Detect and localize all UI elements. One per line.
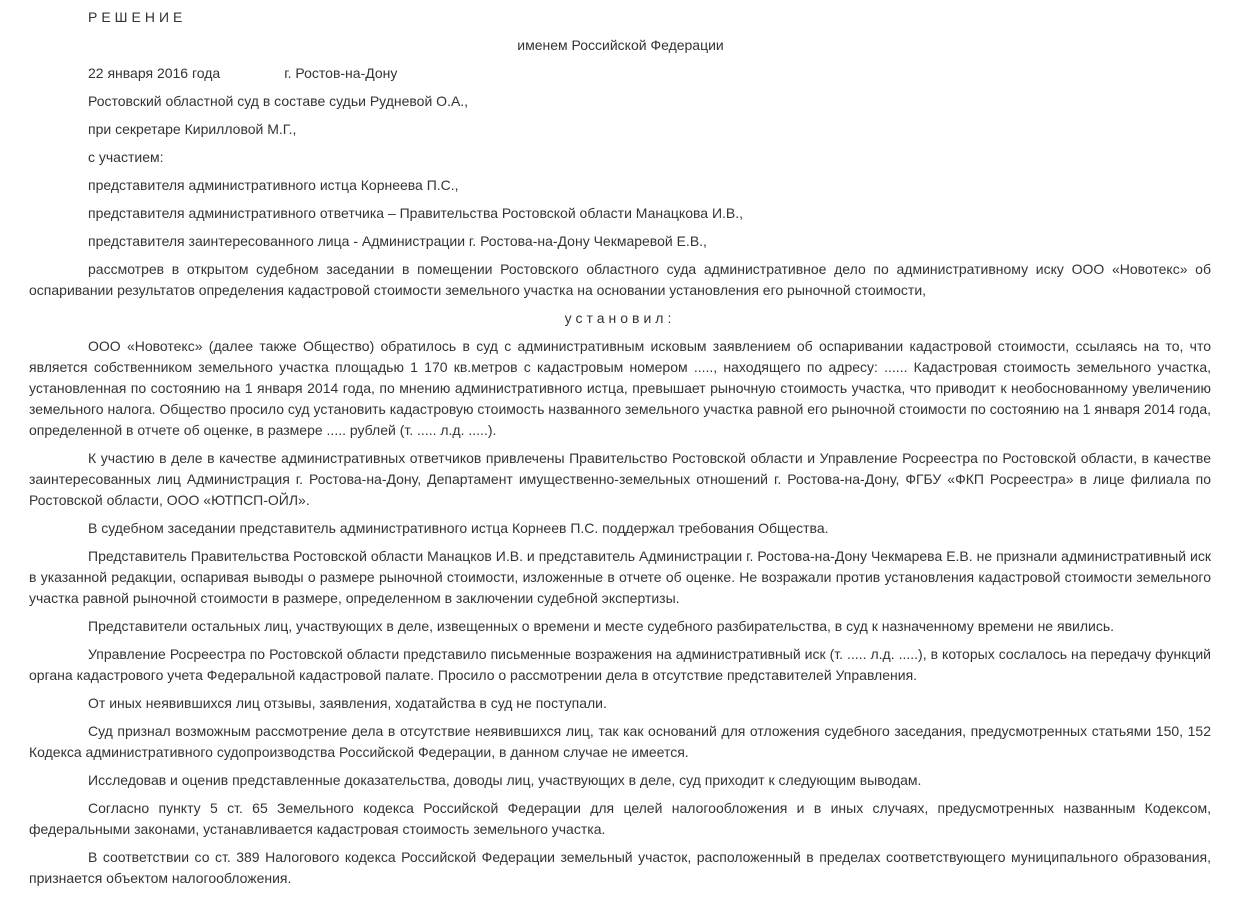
body-paragraph: От иных неявившихся лиц отзывы, заявления, ходатайства в суд не поступали.: [88, 695, 607, 711]
decision-date: 22 января 2016 года: [88, 65, 221, 81]
intro-paragraph: представителя административного истца Корнеева П.С.,: [88, 177, 459, 193]
body-paragraph: ООО «Новотекс» (далее также Общество) обратилось в суд с административным исковым заявлением об оспаривании кадастровой стоимости, ссылаясь на то, что является собственником земельного участка площадью 1 170 кв.метров с кадастровым номером ....., находящего по адресу: ...... Кадастровая стоимость земельного участка, установленная по состоянию на 1 января 2014 года, по мнению административного истца, превышает рыночную стоимость участка, что приводит к необоснованному увеличению земельного налога. Общество просило суд установить кадастровую стоимость названного земельного участка равной его рыночной стоимости по состоянию на 1 января 2014 года, определенной в отчете об оценке, в размере ..... рублей (т. ..... л.д. .....).: [29, 338, 1211, 438]
intro-paragraph: рассмотрев в открытом судебном заседании в помещении Ростовского областного суда административное дело по административному иску ООО «Новотекс» об оспаривании результатов определения кадастровой стоимости земельного участка на основании установления его рыночной стоимости,: [29, 261, 1211, 298]
intro-paragraph: представителя административного ответчика – Правительства Ростовской области Манацкова И.В.,: [88, 205, 744, 221]
body-paragraph: Исследовав и оценив представленные доказательства, доводы лиц, участвующих в деле, суд приходит к следующим выводам.: [88, 772, 922, 788]
intro-paragraph: при секретаре Кирилловой М.Г.,: [88, 121, 297, 137]
section-title: установил:: [564, 310, 676, 326]
body-paragraph: Суд признал возможным рассмотрение дела в отсутствие неявившихся лиц, так как оснований для отложения судебного заседания, предусмотренных статьями 150, 152 Кодекса административного судопроизводства Российской Федерации, в данном случае не имеется.: [29, 723, 1211, 760]
body-paragraph: Согласно пункту 5 ст. 65 Земельного кодекса Российской Федерации для целей налогообложения и в иных случаях, предусмотренных названным Кодексом, федеральными законами, устанавливается кадастровая стоимость земельного участка.: [29, 800, 1211, 837]
document-heading: РЕШЕНИЕ: [88, 9, 187, 25]
body-paragraph: К участию в деле в качестве административных ответчиков привлечены Правительство Ростовской области и Управление Росреестра по Ростовской области, в качестве заинтересованных лиц Администрация г. Ростова-на-Дону, Департамент имущественно-земельных отношений г. Ростова-на-Дону, ФГБУ «ФКП Росреестра» в лице филиала по Ростовской области, ООО «ЮТПСП-ОЙЛ».: [29, 450, 1211, 508]
intro-paragraph: представителя заинтересованного лица - Администрации г. Ростова-на-Дону Чекмаревой Е.В.,: [88, 233, 707, 249]
body-paragraph: Управление Росреестра по Ростовской области представило письменные возражения на административный иск (т. ..... л.д. .....), в которых сослалось на передачу функций органа кадастрового учета Федеральной кадастровой палате. Просило о рассмотрении дела в отсутствие представителей Управления.: [29, 646, 1211, 683]
body-paragraph: Представитель Правительства Ростовской области Манацков И.В. и представитель Администрации г. Ростова-на-Дону Чекмарева Е.В. не признали административный иск в указанной редакции, оспаривая выводы о размере рыночной стоимости, изложенные в отчете об оценке. Не возражали против установления кадастровой стоимости земельного участка равной рыночной стоимости в размере, определенном в заключении судебной экспертизы.: [29, 548, 1211, 606]
body-paragraph: В судебном заседании представитель административного истца Корнеев П.С. поддержал требования Общества.: [88, 520, 829, 536]
intro-paragraph: с участием:: [88, 149, 164, 165]
body-paragraph: Представители остальных лиц, участвующих в деле, извещенных о времени и месте судебного разбирательства, в суд к назначенному времени не явились.: [88, 618, 1114, 634]
document-subheading: именем Российской Федерации: [517, 37, 724, 53]
date-line: [29, 63, 1211, 84]
intro-paragraph: Ростовский областной суд в составе судьи Рудневой О.А.,: [88, 93, 469, 109]
body-paragraph: В соответствии со ст. 389 Налогового кодекса Российской Федерации земельный участок, расположенный в пределах соответствующего муниципального образования, признается объектом налогообложения.: [29, 849, 1211, 886]
decision-city: г. Ростов-на-Дону: [284, 65, 398, 81]
